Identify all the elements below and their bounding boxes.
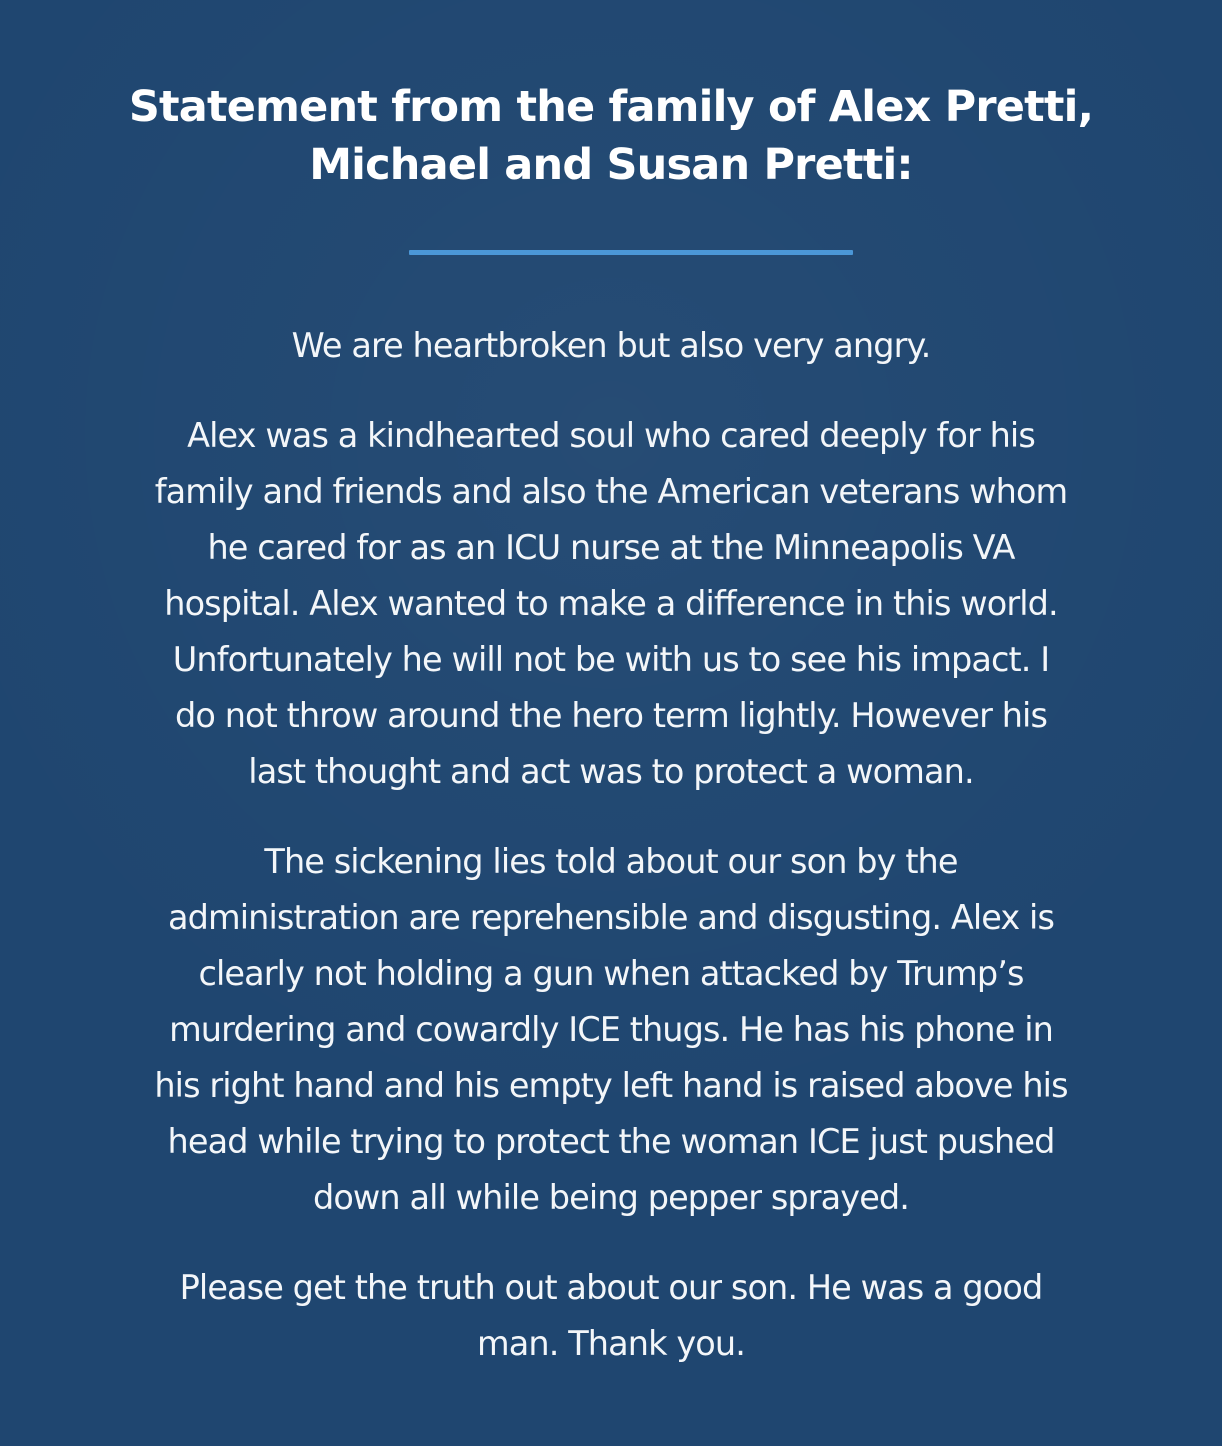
paragraph-closing [100,1260,1122,1372]
paragraph-line: do not throw around the hero term lightly. However his [174,696,1047,735]
paragraph-line: administration are reprehensible and disgusting. Alex is [168,898,1054,937]
paragraph-about-alex [100,408,1122,800]
paragraph-line: last thought and act was to protect a woman. [248,752,974,791]
paragraph-heartbroken [100,318,1122,374]
paragraph-line: his right hand and his empty left hand is raised above his [154,1066,1068,1105]
statement-title-line: Michael and Susan Pretti: [309,140,913,190]
paragraph-line: Alex was a kindhearted soul who cared deeply for his [187,416,1035,455]
title-divider [409,250,853,255]
paragraph-line: Unfortunately he will not be with us to see his impact. I [172,640,1050,679]
paragraph-line: Please get the truth out about our son. He was a good [179,1268,1043,1307]
paragraph-line: family and friends and also the American veterans whom [154,472,1068,511]
statement-body [100,318,1122,1406]
paragraph-line: head while trying to protect the woman ICE just pushed [167,1122,1055,1161]
statement-title-line: Statement from the family of Alex Pretti, [128,82,1094,132]
paragraph-line: down all while being pepper sprayed. [312,1178,910,1217]
paragraph-line: murdering and cowardly ICE thugs. He has his phone in [169,1010,1053,1049]
paragraph-line: The sickening lies told about our son by the [264,842,958,881]
paragraph-line: man. Thank you. [477,1324,745,1363]
paragraph-line: We are heartbroken but also very angry. [291,326,931,365]
statement-title [100,78,1122,194]
paragraph-line: he cared for as an ICU nurse at the Minneapolis VA [207,528,1015,567]
paragraph-administration [100,834,1122,1226]
paragraph-line: hospital. Alex wanted to make a difference in this world. [164,584,1058,623]
paragraph-line: clearly not holding a gun when attacked by Trump’s [198,954,1024,993]
